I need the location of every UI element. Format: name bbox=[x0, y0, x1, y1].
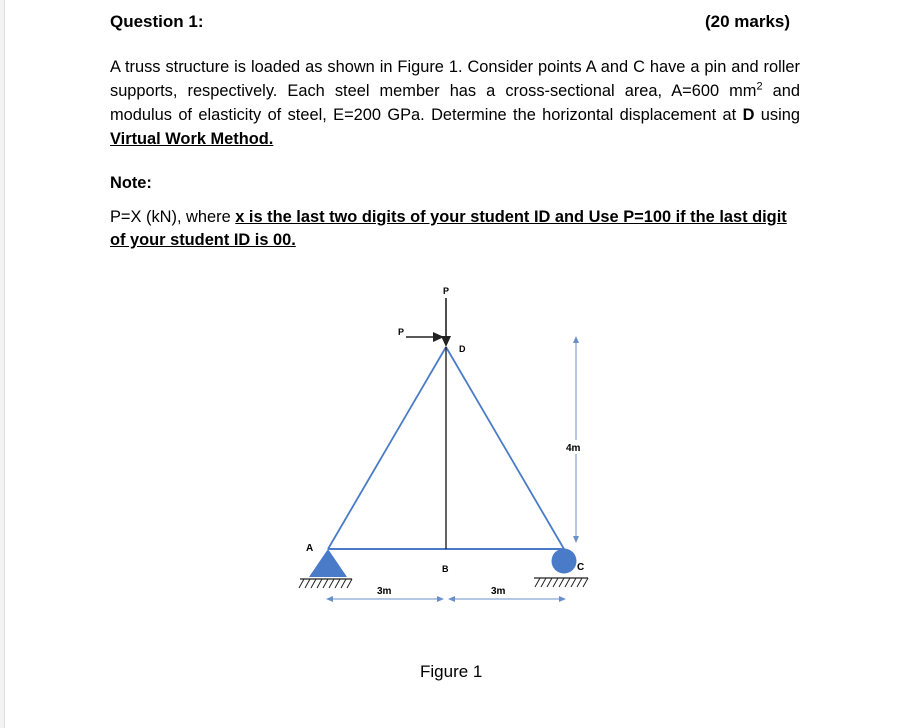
figure-caption: Figure 1 bbox=[420, 662, 483, 681]
label-p-left: P bbox=[398, 327, 405, 337]
label-a: A bbox=[306, 543, 314, 554]
dim-arrow-left-end bbox=[437, 596, 444, 602]
question-text-part-1: A truss structure is loaded as shown in Figure 1. Consider points A and C have a pin and roller supports, respectively. Each steel member has a cross-sectional area, A=600 mm bbox=[110, 58, 800, 100]
member-ad bbox=[328, 347, 446, 549]
dim-arrow-left-start bbox=[326, 596, 333, 602]
superscript-2: 2 bbox=[756, 80, 763, 93]
dim-arrow-bottom bbox=[573, 536, 579, 543]
note-text-plain: P=X (kN), where bbox=[110, 208, 236, 226]
dim-arrow-right-end bbox=[559, 596, 566, 602]
label-p-top: P bbox=[443, 286, 450, 296]
member-dc bbox=[446, 347, 564, 549]
ground-hatch-a bbox=[299, 579, 352, 588]
point-d-bold: D bbox=[742, 106, 755, 124]
method-name: Virtual Work Method. bbox=[110, 130, 274, 148]
note-text-emphasis: x is the last two digits of your student ID and Use P=100 if the last digit of your student ID is 00. bbox=[110, 208, 787, 249]
question-title: Question 1: bbox=[110, 12, 204, 31]
label-d: D bbox=[459, 344, 466, 354]
note-title: Note: bbox=[110, 174, 152, 192]
label-c: C bbox=[577, 562, 585, 573]
ground-hatch-c bbox=[535, 578, 588, 587]
roller-support-c bbox=[552, 549, 577, 574]
dim-arrow-right-start bbox=[448, 596, 455, 602]
pin-support-a bbox=[309, 549, 347, 577]
dim-right-label: 3m bbox=[491, 586, 506, 597]
question-text-part-2: and modulus of elasticity of steel, E=200 GPa. Determine the horizontal displacement at bbox=[110, 82, 801, 124]
dim-height-label: 4m bbox=[566, 443, 581, 454]
question-marks: (20 marks) bbox=[705, 12, 791, 31]
label-b: B bbox=[442, 564, 449, 574]
horizontal-load-arrowhead bbox=[433, 332, 444, 342]
dim-arrow-top bbox=[573, 336, 579, 343]
question-text-part-3: using bbox=[754, 106, 800, 124]
dim-left-label: 3m bbox=[377, 586, 392, 597]
